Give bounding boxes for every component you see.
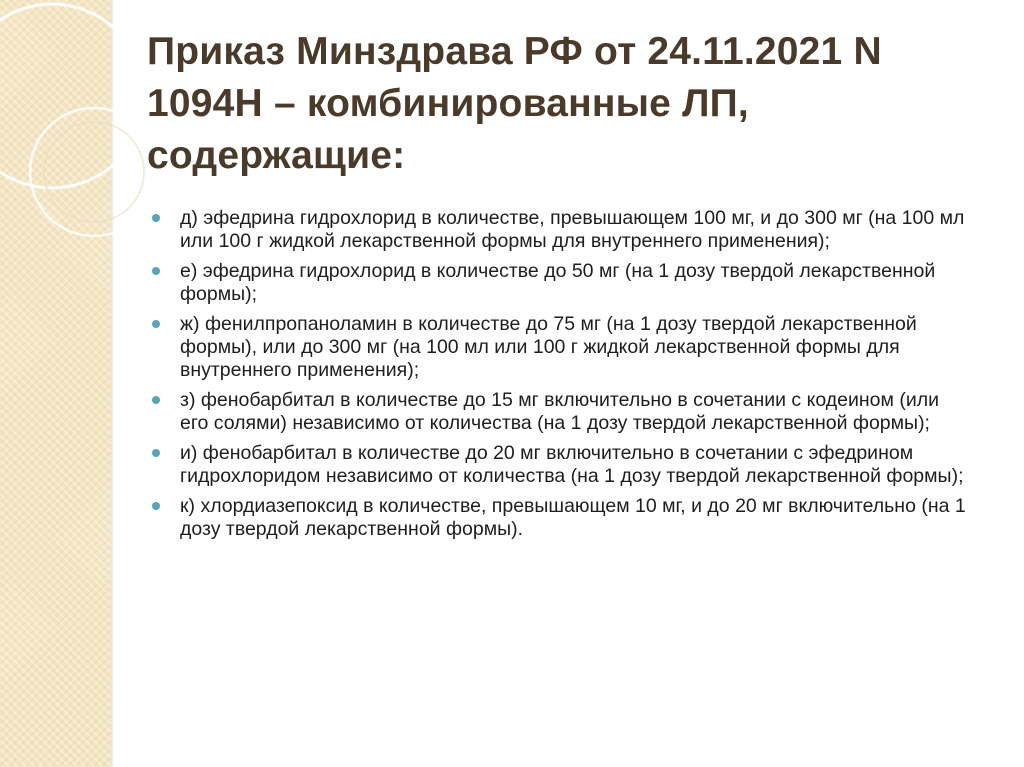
list-item-text: з) фенобарбитал в количестве до 15 мг включительно в сочетании с кодеином (или его солями) независимо от количества (на 1 дозу твердой лекарственной формы); [180, 389, 939, 434]
list-item-text: ж) фенилпропаноламин в количестве до 75 мг (на 1 дозу твердой лекарственной формы), или до 300 мг (на 100 мл или 100 г жидкой лекарственной формы для внутреннего применения); [180, 313, 917, 381]
list-item [152, 260, 972, 306]
side-strip-edge [111, 0, 114, 767]
bullet-dot-icon [152, 214, 160, 222]
list-item [152, 495, 972, 541]
bullet-dot-icon [152, 396, 160, 404]
bullet-dot-icon [152, 449, 160, 457]
list-item [152, 442, 972, 488]
bullet-dot-icon [152, 267, 160, 275]
list-item-text: е) эфедрина гидрохлорид в количестве до 50 мг (на 1 дозу твердой лекарственной формы); [180, 260, 936, 305]
bullet-list [152, 207, 972, 548]
slide-title: Приказ Минздрава РФ от 24.11.2021 N 1094Н – комбинированные ЛП, содержащие: [147, 30, 882, 177]
list-item-text: д) эфедрина гидрохлорид в количестве, превышающем 100 мг, и до 300 мг (на 100 мл или 100 г жидкой лекарственной формы для внутреннего применения); [180, 207, 965, 252]
list-item [152, 207, 972, 253]
list-item [152, 313, 972, 382]
list-item [152, 389, 972, 435]
side-decoration-strip [0, 0, 111, 767]
list-item-text: к) хлордиазепоксид в количестве, превышающем 10 мг, и до 20 мг включительно (на 1 дозу твердой лекарственной формы). [180, 495, 966, 540]
bullet-dot-icon [152, 320, 160, 328]
list-item-text: и) фенобарбитал в количестве до 20 мг включительно в сочетании с эфедрином гидрохлоридом независимо от количества (на 1 дозу твердой лекарственной формы); [180, 442, 964, 487]
bullet-dot-icon [152, 502, 160, 510]
